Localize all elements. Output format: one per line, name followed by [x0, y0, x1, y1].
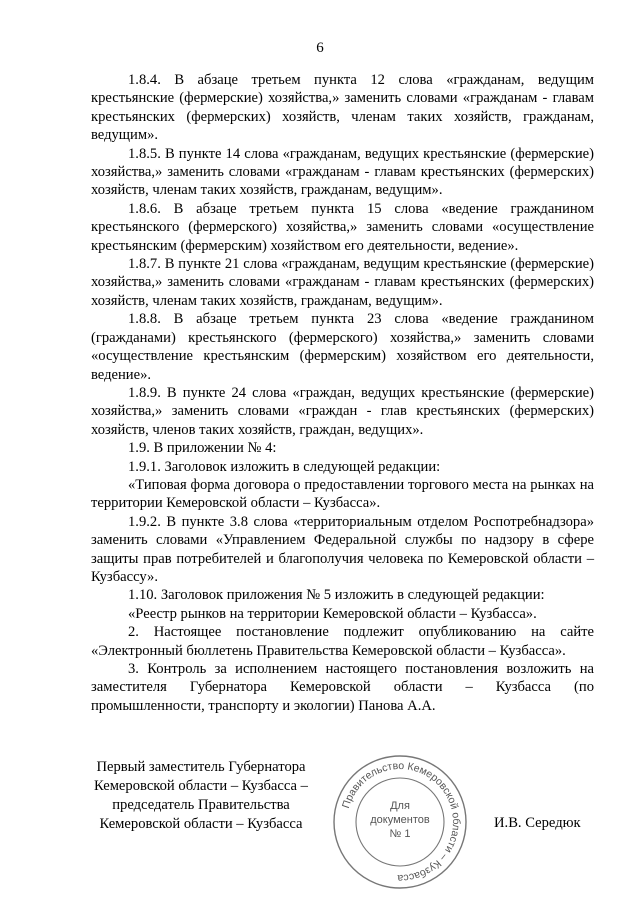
- paragraph-1-9-1: 1.9.1. Заголовок изложить в следующей редакции:: [128, 458, 441, 475]
- signer-name: И.В. Середюк: [494, 815, 581, 831]
- paragraph-1-8-6: 1.8.6. В абзаце третьем пункта 15 слова «ведение гражданином крестьянского (фермерского) хозяйства,» заменить словами «осуществление крестьянским (фермерским) хозяйством его деятельности, ведение».: [91, 200, 594, 254]
- signature-position-line: Кемеровской области – Кузбасса –: [94, 778, 308, 794]
- paragraph-1-8-5: 1.8.5. В пункте 14 слова «гражданам, ведущих крестьянские (фермерские) хозяйства,» заменить словами «гражданам - главам крестьянских (фермерских) хозяйств, членам таких хозяйств, гражданам, ведущим».: [91, 145, 594, 199]
- paragraph-3: 3. Контроль за исполнением настоящего постановления возложить на заместителя Губернатора Кемеровской области – Кузбасса (по промышленности, транспорту и экологии) Панова А.А.: [91, 661, 594, 714]
- paragraph-1-8-9: 1.8.9. В пункте 24 слова «граждан, ведущих крестьянские (фермерские) хозяйства,» заменить словами «граждан - глав крестьянских (фермерских) хозяйств, членов таких хозяйств, граждан, ведущих».: [91, 384, 594, 438]
- page-number: 6: [316, 40, 324, 56]
- stamp-ring-text: Правительство Кемеровской области – Кузбасса: [339, 759, 463, 885]
- paragraph-1-10: 1.10. Заголовок приложения № 5 изложить в следующей редакции:: [128, 587, 545, 604]
- body-text: [91, 71, 594, 715]
- paragraph-1-9-1-quote: «Типовая форма договора о предоставлении торгового места на рынках на территории Кемеровской области – Кузбасса».: [91, 476, 594, 512]
- stamp-center-line: № 1: [389, 828, 411, 840]
- stamp-center-line: документов: [370, 814, 430, 826]
- signature-position-line: председатель Правительства: [112, 797, 290, 813]
- signature-position-line: Кемеровской области – Кузбасса: [99, 816, 303, 832]
- paragraph-1-8-8: 1.8.8. В абзаце третьем пункта 23 слова «ведение гражданином (гражданами) крестьянского (фермерского) хозяйства,» заменить словами «осуществление крестьянским (фермерским) хозяйством его деятельности, ведение».: [91, 311, 594, 383]
- stamp-center-line: Для: [390, 800, 410, 812]
- paragraph-1-10-quote: «Реестр рынков на территории Кемеровской области – Кузбасса».: [128, 605, 537, 622]
- official-stamp: [330, 752, 470, 892]
- signature-position-line: Первый заместитель Губернатора: [96, 759, 306, 775]
- signature-position: [80, 758, 322, 834]
- paragraph-1-8-4: 1.8.4. В абзаце третьем пункта 12 слова «гражданам, ведущим крестьянские (фермерские) хозяйства,» заменить словами «гражданам - главам крестьянских (фермерских) хозяйств, членам таких хозяйств, гражданам, ведущим».: [91, 72, 594, 144]
- paragraph-1-9-2: 1.9.2. В пункте 3.8 слова «территориальным отделом Роспотребнадзора» заменить словами «Управлением Федеральной службы по надзору в сфере защиты прав потребителей и благополучия человека по Кемеровской области – Кузбассу».: [91, 513, 594, 585]
- paragraph-1-8-7: 1.8.7. В пункте 21 слова «гражданам, ведущим крестьянские (фермерские) хозяйства,» заменить словами «гражданам - главам крестьянских (фермерских) хозяйств, членам таких хозяйств, гражданам, ведущим».: [91, 256, 594, 309]
- paragraph-1-9: 1.9. В приложении № 4:: [128, 440, 277, 457]
- paragraph-2: 2. Настоящее постановление подлежит опубликованию на сайте «Электронный бюллетень Правительства Кемеровской области – Кузбасса».: [91, 624, 594, 659]
